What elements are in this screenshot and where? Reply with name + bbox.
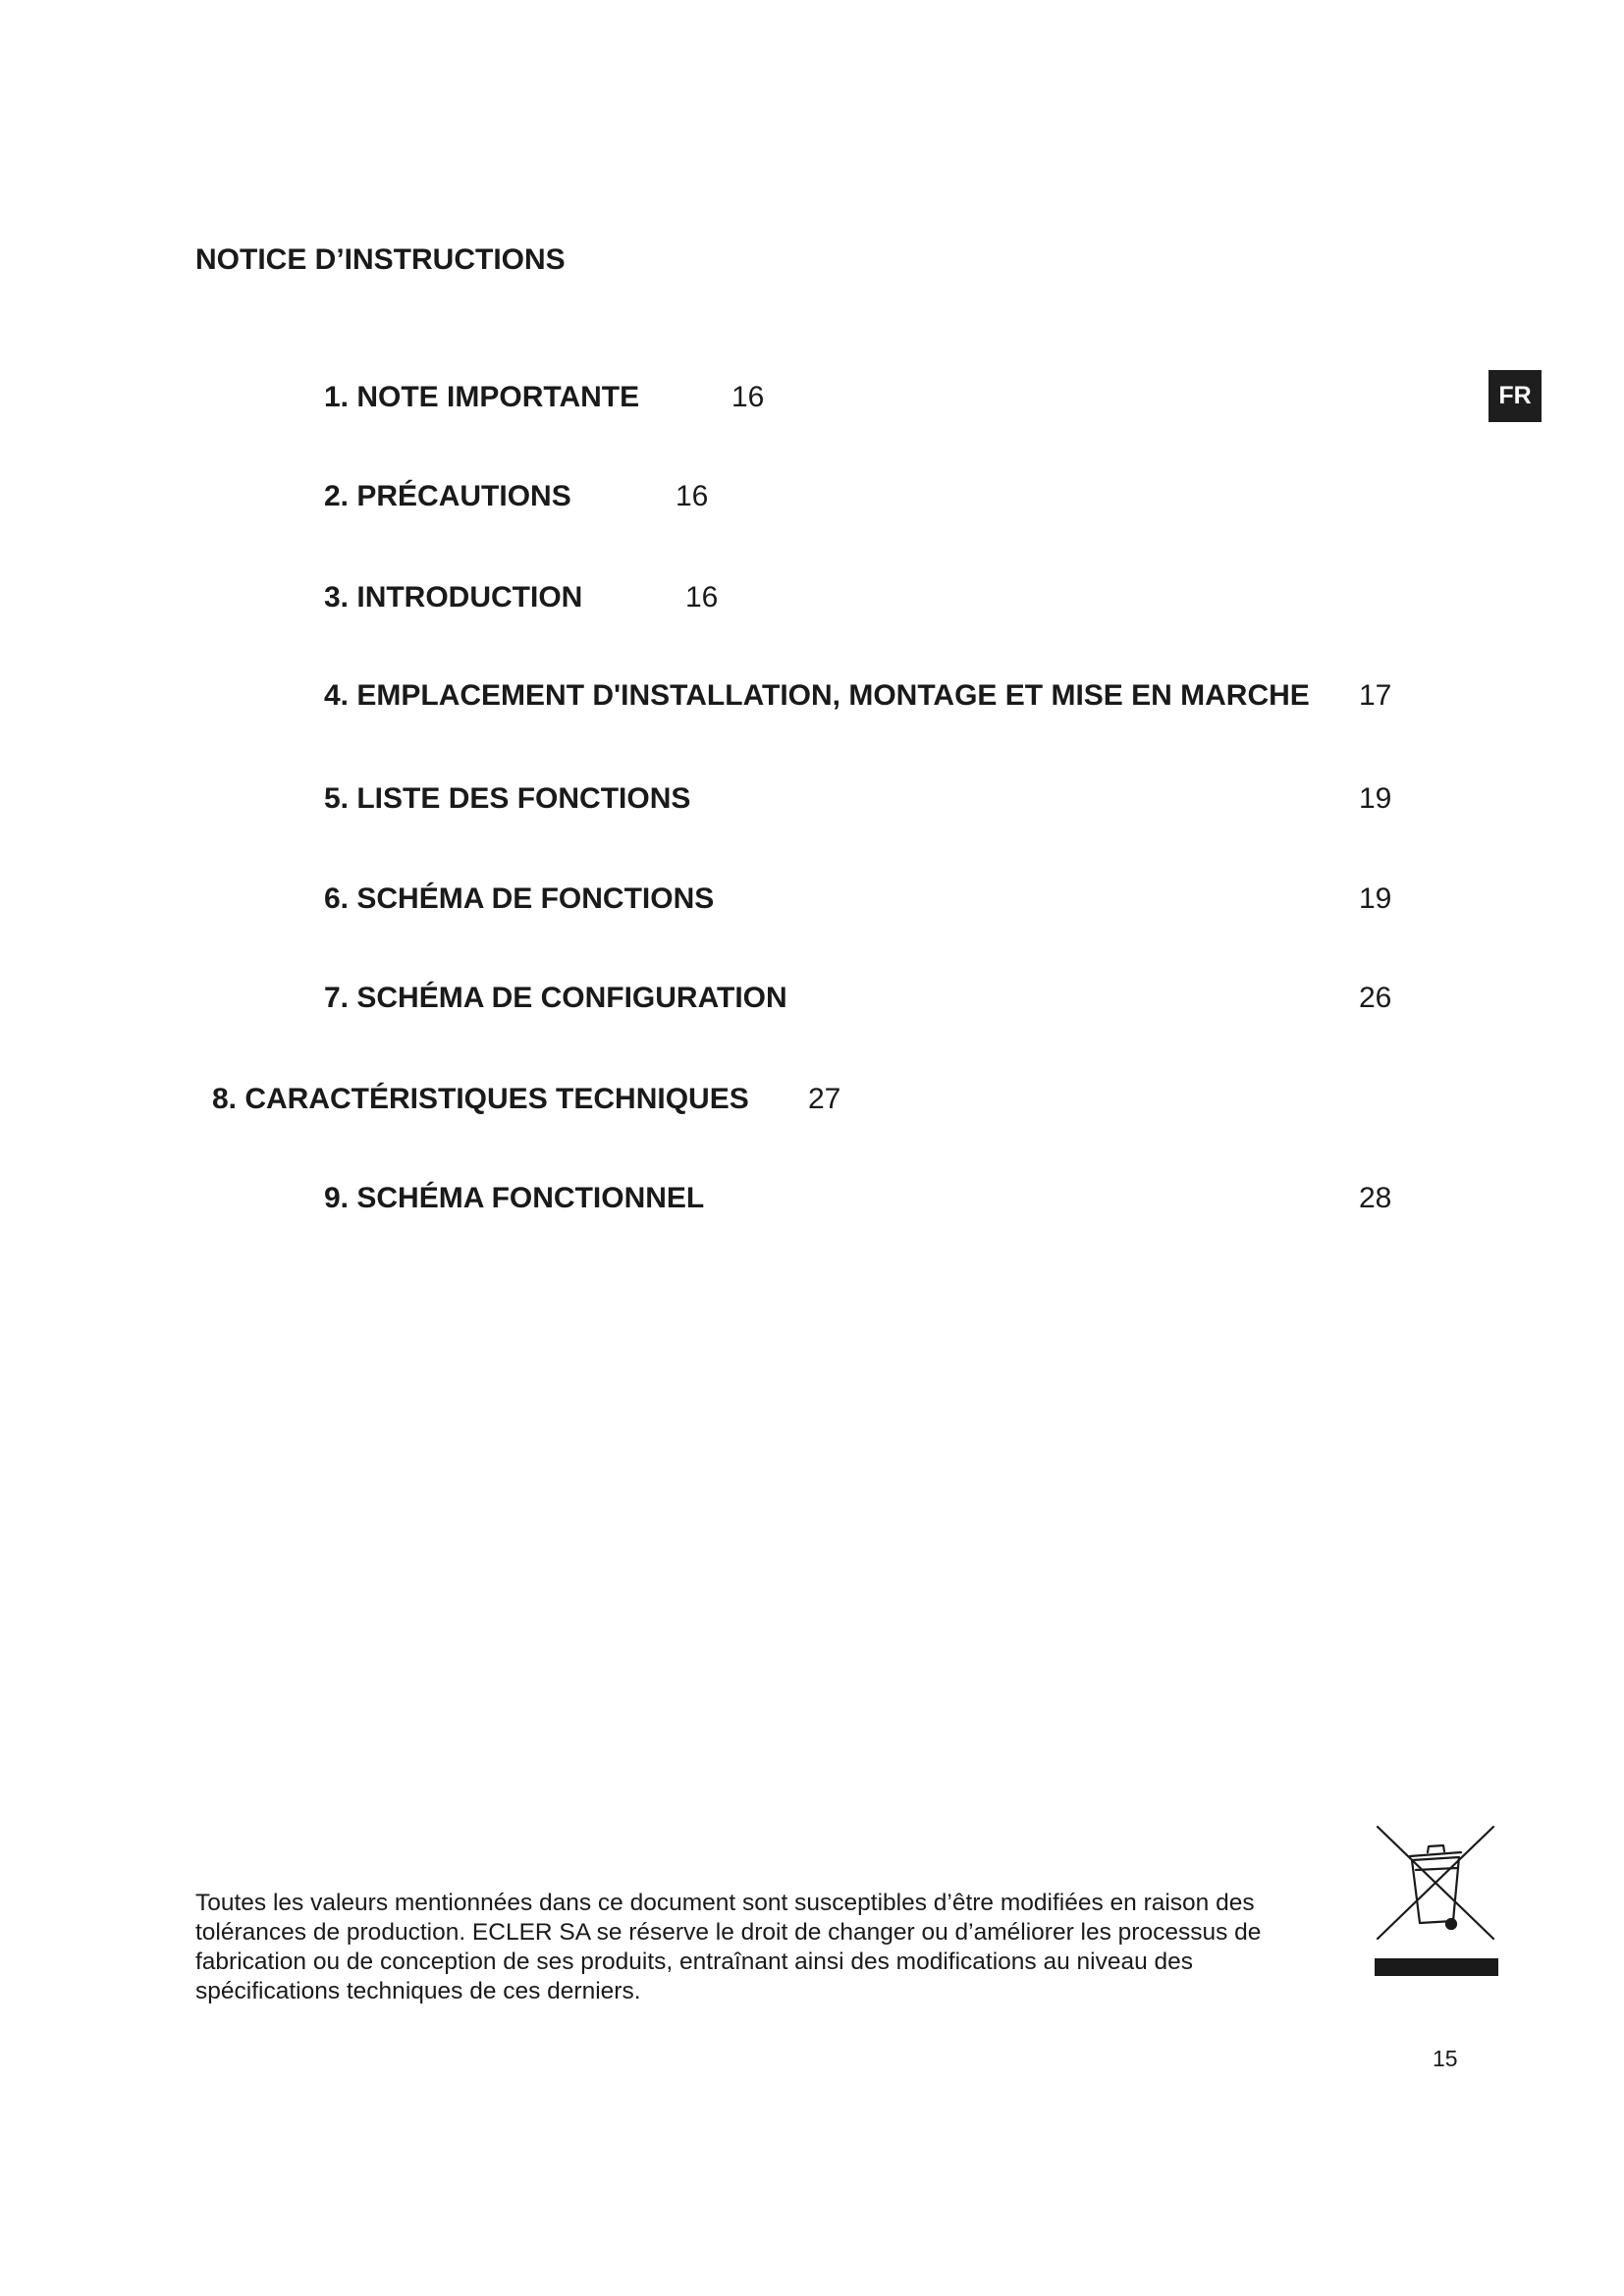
- toc-entry-1-page: 16: [731, 381, 765, 413]
- toc-entry-6-label: 6. SCHÉMA DE FONCTIONS: [324, 882, 715, 915]
- toc-entry-5-page: 19: [1359, 782, 1392, 815]
- toc-entry-5-label: 5. LISTE DES FONCTIONS: [324, 782, 691, 815]
- toc-entry-3-page: 16: [685, 581, 719, 614]
- toc-entry-4-page: 17: [1359, 679, 1392, 712]
- toc-entry-7-label: 7. SCHÉMA DE CONFIGURATION: [324, 982, 787, 1014]
- toc-entry-2-label: 2. PRÉCAUTIONS: [324, 480, 571, 512]
- toc-entry-3-label: 3. INTRODUCTION: [324, 581, 583, 614]
- toc-entry-1-label: 1. NOTE IMPORTANTE: [324, 381, 640, 413]
- toc-entry-9-label: 9. SCHÉMA FONCTIONNEL: [324, 1182, 705, 1214]
- toc-entry-6-page: 19: [1359, 882, 1392, 915]
- language-badge: FR: [1489, 370, 1542, 422]
- document-title: NOTICE D’INSTRUCTIONS: [195, 243, 566, 276]
- crossed-out-wheelie-bin-icon: [1375, 1823, 1498, 1980]
- toc-entry-7-page: 26: [1359, 982, 1392, 1014]
- page-number: 15: [1433, 2046, 1458, 2071]
- toc-entry-4-label: 4. EMPLACEMENT D'INSTALLATION, MONTAGE ET MISE EN MARCHE: [324, 679, 1310, 712]
- toc-entry-8-label: 8. CARACTÉRISTIQUES TECHNIQUES: [212, 1083, 749, 1115]
- toc-entry-9-page: 28: [1359, 1182, 1392, 1214]
- toc-entry-8-page: 27: [808, 1083, 841, 1115]
- toc-entry-2-page: 16: [676, 480, 709, 512]
- disclaimer-text: Toutes les valeurs mentionnées dans ce document sont susceptibles d’être modifiées en raison des tolérances de production. ECLER SA se réserve le droit de changer ou d’améliorer les processus de fabrication ou de conception de ses produits, entraînant ainsi des modifications au niveau des spécifications techniques de ces derniers.: [195, 1890, 1262, 2004]
